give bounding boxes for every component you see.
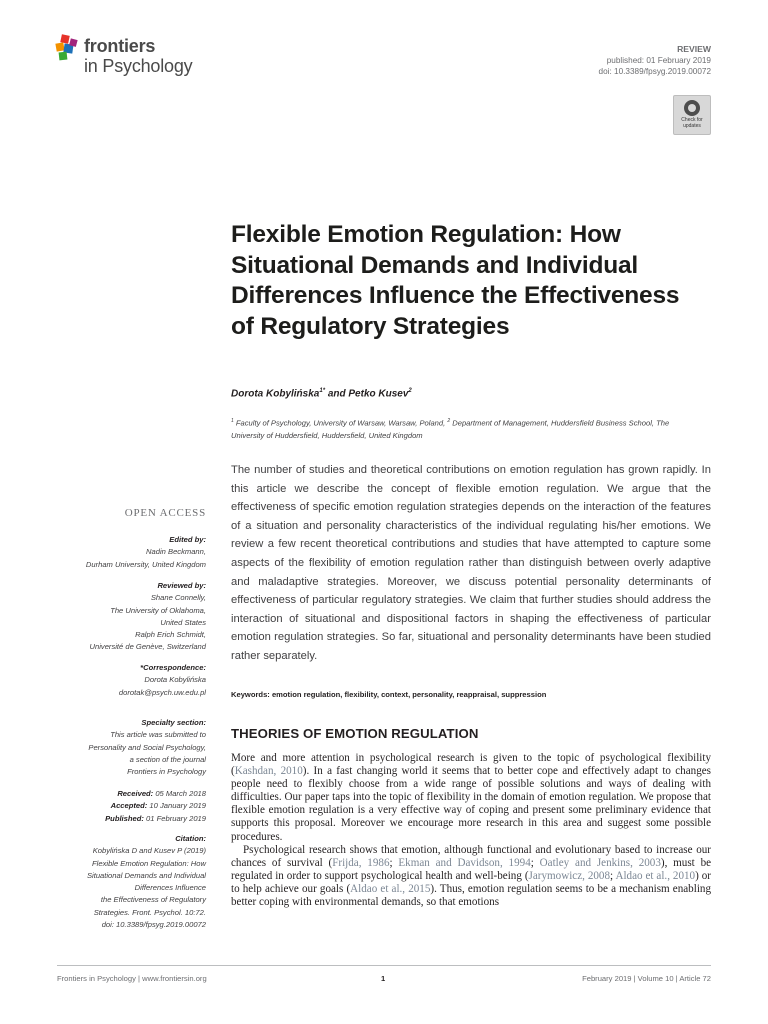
citation-link[interactable]: Jarymowicz, 2008 [528, 869, 611, 882]
frontiers-logo[interactable] [55, 34, 205, 82]
body-text [231, 752, 711, 909]
article-doi[interactable]: doi: 10.3389/fpsyg.2019.00072 [598, 67, 711, 76]
check-for-updates-caption: Check for updates [681, 117, 703, 129]
open-access-label: OPEN ACCESS [124, 507, 206, 519]
edited-by-label: Edited by: [169, 535, 206, 544]
citation-link[interactable]: Aldao et al., 2015 [350, 882, 431, 895]
footer-journal-link[interactable]: Frontiers in Psychology | www.frontiersin.org [57, 974, 207, 983]
authors: Dorota Kobylińska$^{1*}$ and Petko Kusev$^2$ [231, 388, 412, 400]
citation-block: Citation: Kobylińska D and Kusev P (2019) Flexible Emotion Regulation: How Situational Demands and Individual Differences Influence the Effectiveness of Regulatory Strategies. Front. Psychol. 10:72. doi: 10.3389/fpsyg.2019.00072 [40, 833, 206, 931]
citation-doi[interactable]: doi: 10.3389/fpsyg.2019.00072 [101, 920, 206, 930]
keywords: Keywords: emotion regulation, flexibility, context, personality, reappraisal, suppression [231, 690, 547, 699]
article-title: Flexible Emotion Regulation: How Situational Demands and Individual Differences Influence the Effectiveness of Regulatory Strategies [231, 221, 680, 340]
logo-wordmark-journal: in Psychology [84, 56, 193, 76]
edited-by-block: Edited by: Nadin Beckmann, Durham University, United Kingdom [40, 534, 206, 571]
correspondence-label: *Correspondence: [140, 663, 206, 672]
paragraph-1: More and more attention in psychological research is given to the topic of psychological flexibility (Kashdan, 2010). In a fast changing world it seems that to better cope and effectively adapt to changes people need to flexibly choose from a wide range of possible solutions and ways of dealing with difficulties. Our paper taps into the topic of flexibility in the domain of emotion regulation. We propose that flexible emotion regulation is a very effective way of coping and present some preliminary evidence that supports this proposal. Moreover we encourage more research in this area and suggest some possible procedures. [231, 752, 711, 843]
page-number: 1 [381, 974, 386, 983]
author-1[interactable]: Dorota Kobylińska [231, 388, 320, 400]
specialty-section-block: Specialty section: This article was submitted to Personality and Social Psychology, a section of the journal Frontiers in Psychology [40, 717, 206, 778]
check-for-updates-badge[interactable] [673, 95, 711, 135]
citation-link[interactable]: Oatley and Jenkins, 2003 [539, 856, 661, 869]
author-2[interactable]: and Petko Kusev [325, 388, 409, 400]
citation-link[interactable]: Kashdan, 2010 [234, 765, 303, 778]
footer-divider [57, 965, 711, 966]
section-heading: THEORIES OF EMOTION REGULATION [231, 726, 479, 741]
reviewed-by-block: Reviewed by: Shane Connelly, The University of Oklahoma, United States Ralph Erich Schmidt, Université de Genève, Switzerland [40, 580, 206, 654]
frontiers-logo-icon [55, 34, 81, 64]
article-meta [599, 44, 711, 77]
citation-label: Citation: [175, 834, 206, 843]
reviewed-by-label: Reviewed by: [157, 581, 206, 590]
abstract: The number of studies and theoretical contributions on emotion regulation has grown rapidly. In this article we describe the concept of flexible emotion regulation. We argue that the effectiveness of specific emotion regulation strategies depends on the interaction of the features of a situation and personality characteristics of the individual regulating his/her emotions. We review a few recent theoretical contributions and studies that have attempted to capture some aspects of the flexibility of emotion regulation rather than distinguish between overly adaptive and maladaptive strategies. Moreover, we discuss potential personality determinants of effectiveness of particular regulatory strategies. We claim that further studies should address the interaction of situational and dispositional factors in shaping the effectiveness of particular emotion regulation strategies. So far, situational and personality determinants have been studied rather separately. [231, 464, 711, 662]
specialty-section-label: Specialty section: [141, 718, 206, 727]
footer-issue-info: February 2019 | Volume 10 | Article 72 [582, 974, 711, 983]
citation-link[interactable]: Frijda, 1986 [332, 856, 390, 869]
citation-link[interactable]: Ekman and Davidson, 1994 [398, 856, 531, 869]
article-type: REVIEW [677, 44, 711, 54]
correspondence-block: *Correspondence: Dorota Kobylińska dorotak@psych.uw.edu.pl [40, 662, 206, 699]
check-for-updates-icon [684, 100, 700, 116]
logo-wordmark-frontiers: frontiers [84, 36, 156, 56]
citation-link[interactable]: Aldao et al., 2010 [615, 869, 696, 882]
dates-block: Received: 05 March 2018 Accepted: 10 January 2019 Published: 01 February 2019 [105, 789, 206, 823]
published-date: published: 01 February 2019 [606, 56, 711, 65]
paragraph-2: Psychological research shows that emotion, although functional and evolutionary based to increase our chances of survival (Frijda, 1986; Ekman and Davidson, 1994; Oatley and Jenkins, 2003), must be regulated in order to support psychological health and well-being (Jarymowicz, 2008; Aldao et al., 2010) or to help achieve our goals (Aldao et al., 2015). Thus, emotion regulation seems to be a mechanism enabling better coping with environmental demands, so that emotions [231, 843, 712, 909]
affiliations: $^1$ Faculty of Psychology, University of Warsaw, Warsaw, Poland, $^2$ Department of Management, Huddersfield Business School, The University of Huddersfield, Huddersfield, United Kingdom [231, 418, 670, 441]
correspondence-email[interactable]: dorotak@psych.uw.edu.pl [118, 687, 206, 697]
